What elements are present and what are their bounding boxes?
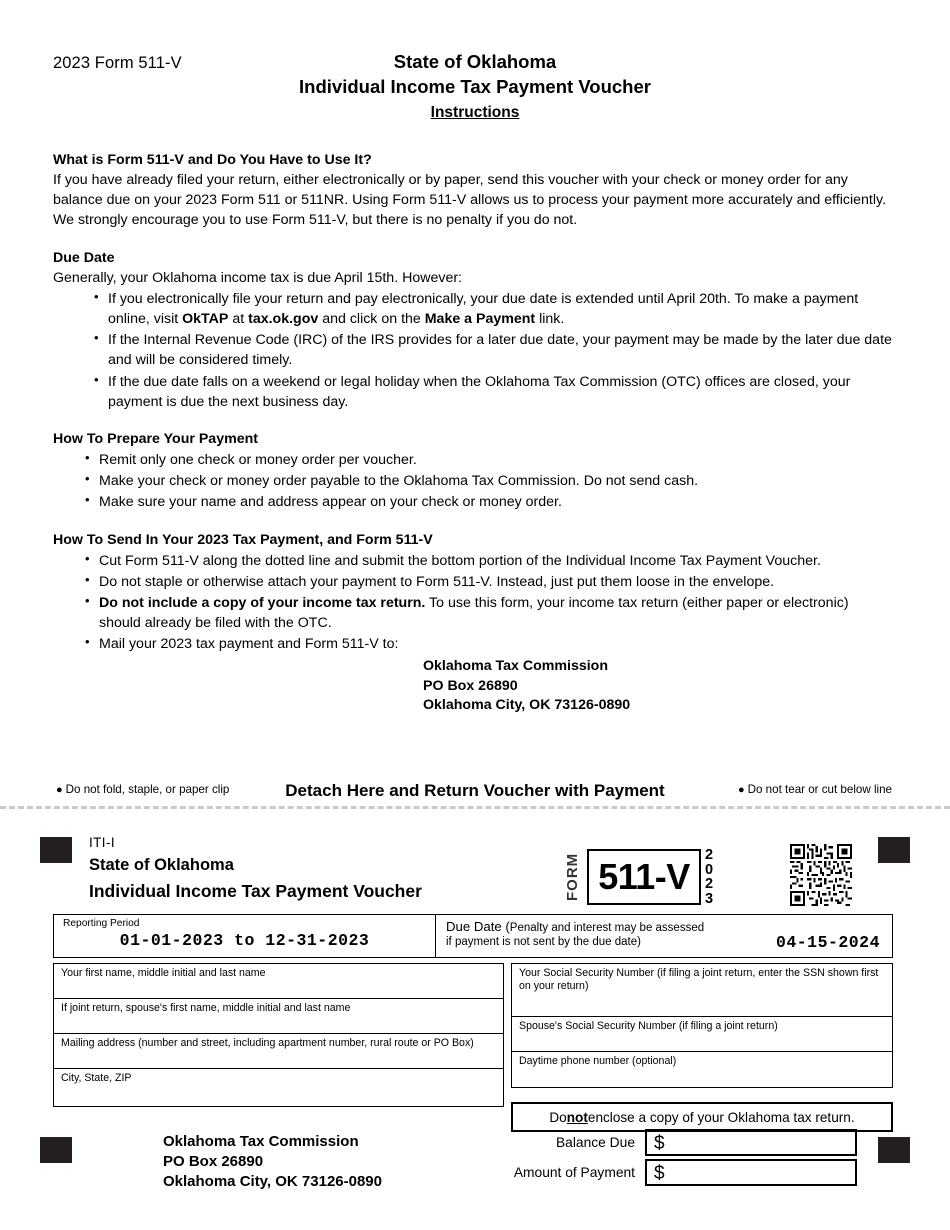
bullet-text-rest: To use this form, your income tax return (either paper or electronic) should already be filed with the OTC. bbox=[99, 594, 849, 632]
section-due-date-body: Generally, your Oklahoma income tax is due April 15th. However: bbox=[53, 269, 462, 286]
section-prepare-title: How To Prepare Your Payment bbox=[53, 430, 258, 447]
qr-code-icon bbox=[790, 844, 852, 906]
daytime-phone-field[interactable] bbox=[512, 1052, 892, 1087]
taxpayer-name-fields bbox=[53, 963, 504, 1107]
bullet-bold-make-a-payment: Make a Payment bbox=[424, 311, 536, 328]
due-date-label-main: Due Date ( bbox=[446, 919, 510, 934]
bullet-text-d: link. bbox=[535, 311, 565, 328]
due-date-value: 04-15-2024 bbox=[775, 933, 880, 952]
due-date-label bbox=[446, 919, 704, 934]
amount-of-payment-label: Amount of Payment bbox=[513, 1165, 635, 1180]
form-number-value: 511-V bbox=[587, 849, 701, 905]
first-name-label: Your first name, middle initial and last name bbox=[61, 967, 266, 979]
voucher-title-block bbox=[89, 835, 422, 902]
year-digit-3: 2 bbox=[705, 876, 714, 892]
section-send-title: How To Send In Your 2023 Tax Payment, and Form 511-V bbox=[53, 531, 433, 548]
bullet-text-b: at bbox=[228, 311, 249, 328]
detach-strip bbox=[0, 781, 950, 803]
amount-of-payment-input[interactable] bbox=[645, 1159, 857, 1186]
year-digit-1: 2 bbox=[705, 847, 714, 863]
list-item: • Mail your 2023 tax payment and Form 511-V to: bbox=[83, 634, 893, 654]
city-state-zip-field[interactable] bbox=[54, 1069, 503, 1106]
ssn-label: Your Social Security Number (if filing a joint return, enter the SSN shown first on your return) bbox=[519, 967, 879, 992]
voucher-document-title: Individual Income Tax Payment Voucher bbox=[89, 881, 422, 901]
document-header bbox=[0, 50, 950, 122]
do-not-fold-text: Do not fold, staple, or paper clip bbox=[65, 783, 230, 796]
do-not-tear-note bbox=[738, 783, 892, 796]
notice-text-pre: Do bbox=[549, 1109, 567, 1125]
list-item bbox=[92, 289, 893, 329]
year-digit-4: 3 bbox=[705, 890, 714, 907]
bullet-dot-icon: ● bbox=[56, 784, 63, 796]
registration-mark-top-right bbox=[878, 837, 910, 863]
mailing-address-label: Mailing address (number and street, including apartment number, rural route or PO Box) bbox=[61, 1037, 474, 1049]
do-not-enclose-notice bbox=[511, 1102, 893, 1132]
list-item: • Do not staple or otherwise attach your payment to Form 511-V. Instead, just put them loose in the envelope. bbox=[83, 572, 893, 592]
taxpayer-ssn-fields bbox=[511, 963, 893, 1088]
due-date-label-note: Penalty and interest may be assessed bbox=[509, 922, 705, 934]
spouse-name-label: If joint return, spouse's first name, middle initial and last name bbox=[61, 1002, 351, 1014]
mail-address-line2: PO Box 26890 bbox=[423, 677, 518, 694]
due-date-bullets bbox=[92, 289, 893, 412]
document-title: Individual Income Tax Payment Voucher bbox=[299, 76, 651, 98]
spouse-name-field[interactable] bbox=[54, 999, 503, 1034]
form-word-label: FORM bbox=[564, 852, 581, 902]
daytime-phone-label: Daytime phone number (optional) bbox=[519, 1055, 677, 1067]
mail-address-line3: Oklahoma City, OK 73126-0890 bbox=[423, 696, 631, 713]
voucher-state-title: State of Oklahoma bbox=[89, 856, 234, 874]
otc-address-block bbox=[163, 1132, 382, 1192]
detach-here-label: Detach Here and Return Voucher with Payment bbox=[285, 781, 665, 800]
balance-due-input[interactable] bbox=[645, 1129, 857, 1156]
list-item: • If the Internal Revenue Code (IRC) of the IRS provides for a later due date, your payment may be made by the later due date and will be considered timely. bbox=[92, 330, 893, 370]
otc-address-line1: Oklahoma Tax Commission bbox=[163, 1133, 359, 1150]
form-year-vertical bbox=[705, 848, 713, 906]
prepare-bullets bbox=[83, 450, 893, 512]
ssn-field[interactable] bbox=[512, 964, 892, 1017]
voucher-code: ITI-I bbox=[89, 835, 115, 850]
section-due-date-title: Due Date bbox=[53, 249, 115, 266]
list-item: • Make your check or money order payable to the Oklahoma Tax Commission. Do not send cash. bbox=[83, 471, 893, 491]
bullet-bold-oktap: OkTAP bbox=[182, 311, 229, 328]
instructions-body bbox=[53, 150, 893, 715]
due-date-field[interactable] bbox=[436, 915, 892, 957]
spouse-ssn-field[interactable] bbox=[512, 1017, 892, 1052]
dollar-sign-icon: $ bbox=[654, 1163, 665, 1184]
bullet-text-c: and click on the bbox=[318, 311, 425, 328]
cut-dashed-line bbox=[0, 806, 950, 809]
spouse-ssn-label: Spouse's Social Security Number (if filing a joint return) bbox=[519, 1020, 778, 1032]
mailing-address-block bbox=[423, 657, 893, 715]
balance-due-label: Balance Due bbox=[555, 1135, 635, 1150]
notice-text-bold: not bbox=[566, 1109, 588, 1125]
reporting-period-field[interactable] bbox=[54, 915, 436, 957]
reporting-period-label: Reporting Period bbox=[63, 918, 140, 929]
section-what-is-title: What is Form 511-V and Do You Have to Use It? bbox=[53, 152, 372, 168]
mail-address-line1: Oklahoma Tax Commission bbox=[423, 658, 609, 675]
year-digit-2: 0 bbox=[705, 861, 714, 878]
form-reference: 2023 Form 511-V bbox=[53, 54, 182, 72]
list-item: • If the due date falls on a weekend or legal holiday when the Oklahoma Tax Commission (OTC) offices are closed, your payment is due the next business day. bbox=[92, 372, 893, 412]
bullet-bold-website: tax.ok.gov bbox=[248, 311, 319, 328]
otc-address-line2: PO Box 26890 bbox=[163, 1152, 264, 1170]
dollar-sign-icon: $ bbox=[654, 1133, 665, 1154]
bullet-text-a: If you electronically file your return and pay electronically, your due date is extended until April 20th. To make a payment online, visit bbox=[108, 290, 859, 328]
list-item bbox=[83, 593, 893, 633]
section-what-is-body: If you have already filed your return, either electronically or by paper, send this voucher with your check or money order for any balance due on your 2023 Form 511 or 511NR. Using Form 511-V allows us to process your payment more accurately and efficiently. We strongly encourage you to use Form 511-V, but there is no penalty if you do not. bbox=[53, 172, 887, 229]
notice-text-post: enclose a copy of your Oklahoma tax return. bbox=[587, 1109, 855, 1125]
city-state-zip-label: City, State, ZIP bbox=[61, 1072, 132, 1084]
list-item: • Make sure your name and address appear on your check or money order. bbox=[83, 492, 893, 512]
list-item: • Remit only one check or money order per voucher. bbox=[83, 450, 893, 470]
first-name-field[interactable] bbox=[54, 964, 503, 999]
instructions-title: Instructions bbox=[430, 104, 520, 122]
bullet-bold-do-not-include: Do not include a copy of your income tax return. bbox=[99, 594, 426, 611]
due-date-label-line2: if payment is not sent by the due date) bbox=[446, 936, 641, 948]
mailing-address-field[interactable] bbox=[54, 1034, 503, 1069]
reporting-period-value: 01-01-2023 to 12-31-2023 bbox=[119, 931, 370, 950]
registration-mark-top-left bbox=[40, 837, 72, 863]
send-bullets bbox=[83, 551, 893, 655]
otc-address-line3: Oklahoma City, OK 73126-0890 bbox=[163, 1172, 382, 1190]
list-item: • Cut Form 511-V along the dotted line and submit the bottom portion of the Individual Income Tax Payment Voucher. bbox=[83, 551, 893, 571]
registration-mark-bottom-right bbox=[878, 1137, 910, 1163]
bullet-dot-icon: ● bbox=[737, 784, 745, 796]
period-due-date-row bbox=[53, 914, 893, 958]
registration-mark-bottom-left bbox=[40, 1137, 72, 1163]
do-not-tear-text: Do not tear or cut below line bbox=[747, 783, 892, 796]
state-title: State of Oklahoma bbox=[393, 51, 557, 72]
